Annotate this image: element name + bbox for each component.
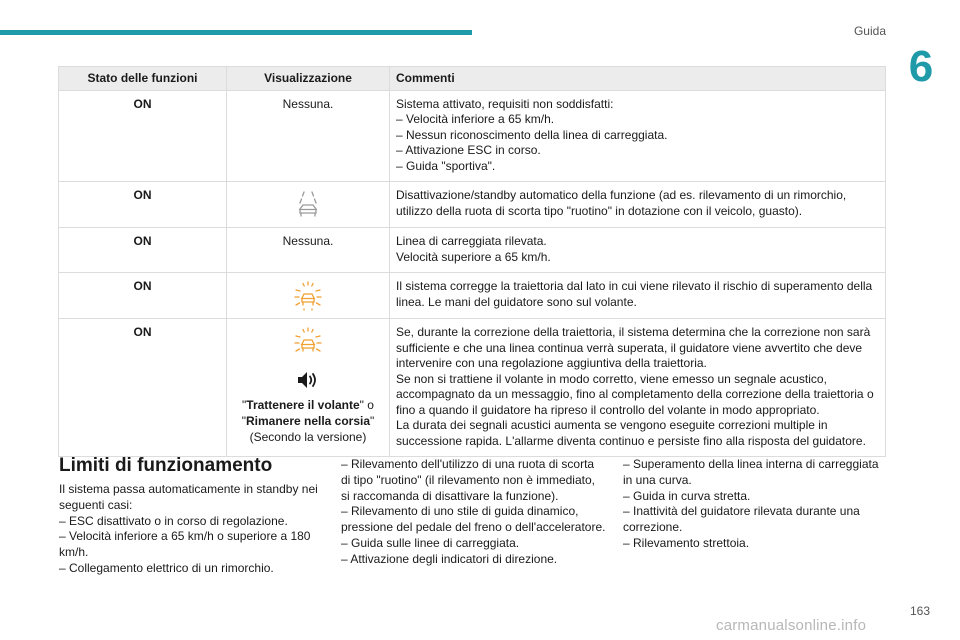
state-cell: ON [59, 90, 227, 182]
limits-column-2: – Rilevamento dell'utilizzo di una ruota di scorta di tipo "ruotino" (il rilevamento non è immediato, si raccomanda di disattivare la funzione). – Rilevamento di uno stile di guida dinamico, pressione del pedale del freno o dell'acceleratore. – Guida sulle linee di carreggiata. – Attivazione degli indicatori di direzione. [341, 457, 606, 566]
table-row [59, 228, 886, 273]
table-row [59, 90, 886, 182]
table-row [59, 319, 886, 457]
lane-assist-amber-icon [293, 327, 323, 357]
chapter-number: 6 [908, 42, 934, 91]
section-title: Guida [853, 24, 886, 38]
display-cell: Nessuna. [227, 228, 390, 273]
status-table [58, 66, 886, 457]
display-cell: Nessuna. [227, 90, 390, 182]
comment-cell: Sistema attivato, requisiti non soddisfatti: – Velocità inferiore a 65 km/h. – Nessun riconoscimento della linea di carreggiata. – Attivazione ESC in corso. – Guida "sportiva". [390, 90, 886, 182]
watermark: carmanualsonline.info [716, 617, 867, 634]
display-cell [227, 273, 390, 319]
warning-message: "Trattenere il volante" o "Rimanere nella corsia" (Secondo la versione) [241, 398, 375, 444]
table-row [59, 273, 886, 319]
column-header-comments: Commenti [390, 67, 886, 91]
speaker-icon [295, 369, 321, 391]
comment-cell: Disattivazione/standby automatico della funzione (ad es. rilevamento di un rimorchio, utilizzo della ruota di scorta tipo "ruotino" in dotazione con il veicolo, guasto). [390, 182, 886, 228]
state-cell: ON [59, 319, 227, 457]
lane-assist-amber-icon [293, 281, 323, 311]
column-header-state: Stato delle funzioni [59, 67, 227, 91]
header-accent-bar [0, 30, 472, 35]
message-or: o [367, 398, 374, 412]
table-header-row [59, 67, 886, 91]
comment-cell: Se, durante la correzione della traiettoria, il sistema determina che la correzione non sarà sufficiente e che una linea continua verrà superata, il guidatore viene avvertito che deve intervenire con una regolazione aggiuntiva della traiettoria. Se non si trattiene il volante in modo corretto, viene emesso un segnale acustico, accompagnato da un messaggio, fino al completamento della correzione della traiettoria o fino a quando il guidatore ha ripreso il controllo del volante in modo appropriato. La durata dei segnali acustici aumenta se vengono eseguite correzioni multiple in successione rapida. L'allarme diventa continuo e persiste fino alla risposta del guidatore. [390, 319, 886, 457]
limits-title: Limiti di funzionamento [59, 455, 273, 476]
comment-cell: Linea di carreggiata rilevata. Velocità superiore a 65 km/h. [390, 228, 886, 273]
message-stay-lane: Rimanere nella corsia [245, 414, 371, 428]
limits-column-1: Il sistema passa automaticamente in standby nei seguenti casi: – ESC disattivato o in corso di regolazione. – Velocità inferiore a 65 km/h o superiore a 180 km/h. – Collegamento elettrico di un rimorchio. [59, 482, 318, 575]
state-cell: ON [59, 273, 227, 319]
limits-column-3: – Superamento della linea interna di carreggiata in una curva. – Guida in curva stretta. – Inattività del guidatore rilevata durante una correzione. – Rilevamento strettoia. [623, 457, 879, 550]
table-row [59, 182, 886, 228]
lane-assist-grey-icon [293, 190, 323, 220]
message-keep-wheel: Trattenere il volante [246, 398, 360, 412]
display-cell [227, 319, 390, 457]
state-cell: ON [59, 228, 227, 273]
column-header-display: Visualizzazione [227, 67, 390, 91]
comment-cell: Il sistema corregge la traiettoria dal lato in cui viene rilevato il rischio di superamento della linea. Le mani del guidatore sono sul volante. [390, 273, 886, 319]
state-cell: ON [59, 182, 227, 228]
version-note: (Secondo la versione) [249, 430, 367, 444]
display-cell [227, 182, 390, 228]
page-number: 163 [909, 604, 930, 618]
